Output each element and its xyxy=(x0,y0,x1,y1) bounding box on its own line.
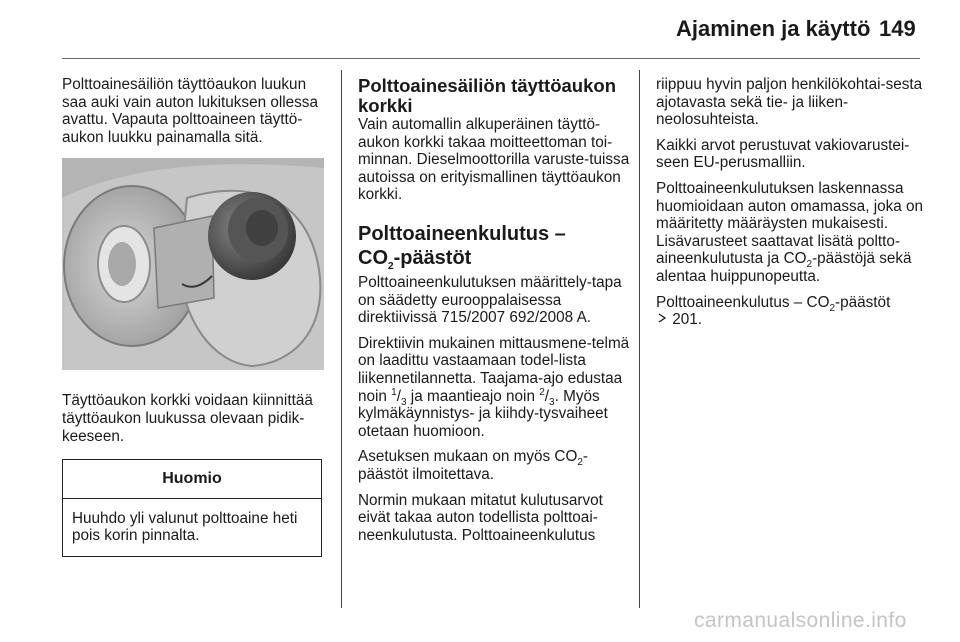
heading-fuel-cap: Polttoainesäiliön täyttöaukon korkki xyxy=(358,75,616,116)
fraction1-denominator: 3 xyxy=(400,396,407,408)
col3-paragraph-1: riippuu hyvin paljon henkilökohtai-sesta ajotavasta sekä tie- ja liiken-neolosuhteista. xyxy=(656,76,923,129)
col2-paragraph-5: Normin mukaan mitatut kulutusarvot eivät takaa auton todellista polttoai-neenkulutusta. Polttoaineenkulutus xyxy=(358,491,603,544)
col1-paragraph-1: Polttoainesäiliön täyttöaukon luukun saa auki vain auton lukituksen ollessa avattu. Vapauta polttoaineen täyttö-aukon luukku painamalla sitä. xyxy=(62,76,318,146)
page-number: 149 xyxy=(879,16,916,41)
heading-co2-sub: 2 xyxy=(388,260,394,272)
col2-p4-b: -päästöt ilmoitettava. xyxy=(358,448,589,483)
fraction2-denominator: 3 xyxy=(549,396,555,408)
column-divider-1 xyxy=(341,70,342,608)
col2-p4-a: Asetuksen mukaan on myös CO xyxy=(358,448,578,466)
col2-p4-sub: 2 xyxy=(577,457,583,469)
column-2 xyxy=(358,76,630,552)
column-divider-2 xyxy=(639,70,640,608)
col3-p4-sub: 2 xyxy=(829,302,836,314)
notice-text: Huuhdo yli valunut polttoaine heti pois korin pinnalta. xyxy=(72,509,298,545)
col2-p3-c: . Myös kylmäkäynnistys- ja kiihdy-tysvaiheet otetaan huomioon. xyxy=(358,387,608,440)
col2-paragraph-3: Direktiivin mukainen mittausmene-telmä on laadittu vastaamaan todel-lista liikennetilannetta. Taajama-ajo edustaa noin $^1/_3$ ja maantieajo noin $^2/_3$. Myös kylmäkäynnistys- ja kiihdy-tysvaiheet otetaan huomioon. xyxy=(358,334,630,440)
col2-paragraph-4 xyxy=(358,448,630,483)
heading-emissions-text: -päästöt xyxy=(393,246,472,269)
col3-paragraph-2: Kaikki arvot perustuvat vakiovarustei-seen EU-perusmalliin. xyxy=(656,136,910,172)
col3-p3-b: -päästöjä sekä alentaa huippunopeutta. xyxy=(656,250,912,285)
running-header-title: Ajaminen ja käyttö xyxy=(676,16,871,41)
col3-p3-a: Polttoaineenkulutuksen laskennassa huomioidaan auton omamassa, joka on määritetty määräysten mukaisesti. Lisävarusteet saattavat lisätä poltto-aineenkulutusta ja CO xyxy=(656,179,924,268)
notice-title: Huomio xyxy=(63,460,321,499)
fraction1-numerator: 1 xyxy=(391,386,397,398)
page-reference-arrow-icon xyxy=(656,312,668,324)
col2-p3-a: Direktiivin mukainen mittausmene-telmä on laadittu vastaamaan todel-lista liikennetilannetta. Taajama-ajo edustaa noin xyxy=(358,334,630,405)
col2-paragraph-1: Vain automallin alkuperäinen täyttö-aukon korkki takaa moitteettoman toi-minnan. Dieselmoottorilla varuste-tuissa autoissa on erityismallinen täyttöaukon korkki. xyxy=(358,116,630,204)
fuel-cap-illustration xyxy=(62,158,324,370)
column-1 xyxy=(62,76,330,557)
col3-paragraph-4 xyxy=(656,294,926,329)
col2-paragraph-2: Polttoaineenkulutuksen määrittely-tapa on säädetty eurooppalaisessa direktiivissä 715/2007 692/2008 A. xyxy=(358,273,622,327)
header-rule xyxy=(62,58,920,59)
heading-fuel-consumption-line1: Polttoaineenkulutus – xyxy=(358,222,566,245)
col3-p3-sub: 2 xyxy=(806,259,813,271)
col1-paragraph-2: Täyttöaukon korkki voidaan kiinnittää täyttöaukon luukussa olevaan pidik-keeseen. xyxy=(62,392,313,445)
heading-fuel-consumption xyxy=(358,222,630,270)
watermark-text: carmanualsonline.info xyxy=(694,609,907,632)
col2-p3-b: ja maantieajo noin xyxy=(406,387,540,405)
notice-box xyxy=(62,459,322,557)
fraction2-numerator: 2 xyxy=(539,386,545,398)
col3-p4-a: Polttoaineenkulutus – CO xyxy=(656,293,830,311)
page-reference-link[interactable]: 201. xyxy=(668,311,703,329)
column-3 xyxy=(656,76,926,337)
col3-paragraph-3 xyxy=(656,180,926,286)
heading-co2-text: CO xyxy=(358,246,388,269)
col3-p4-b: -päästöt xyxy=(835,293,891,311)
